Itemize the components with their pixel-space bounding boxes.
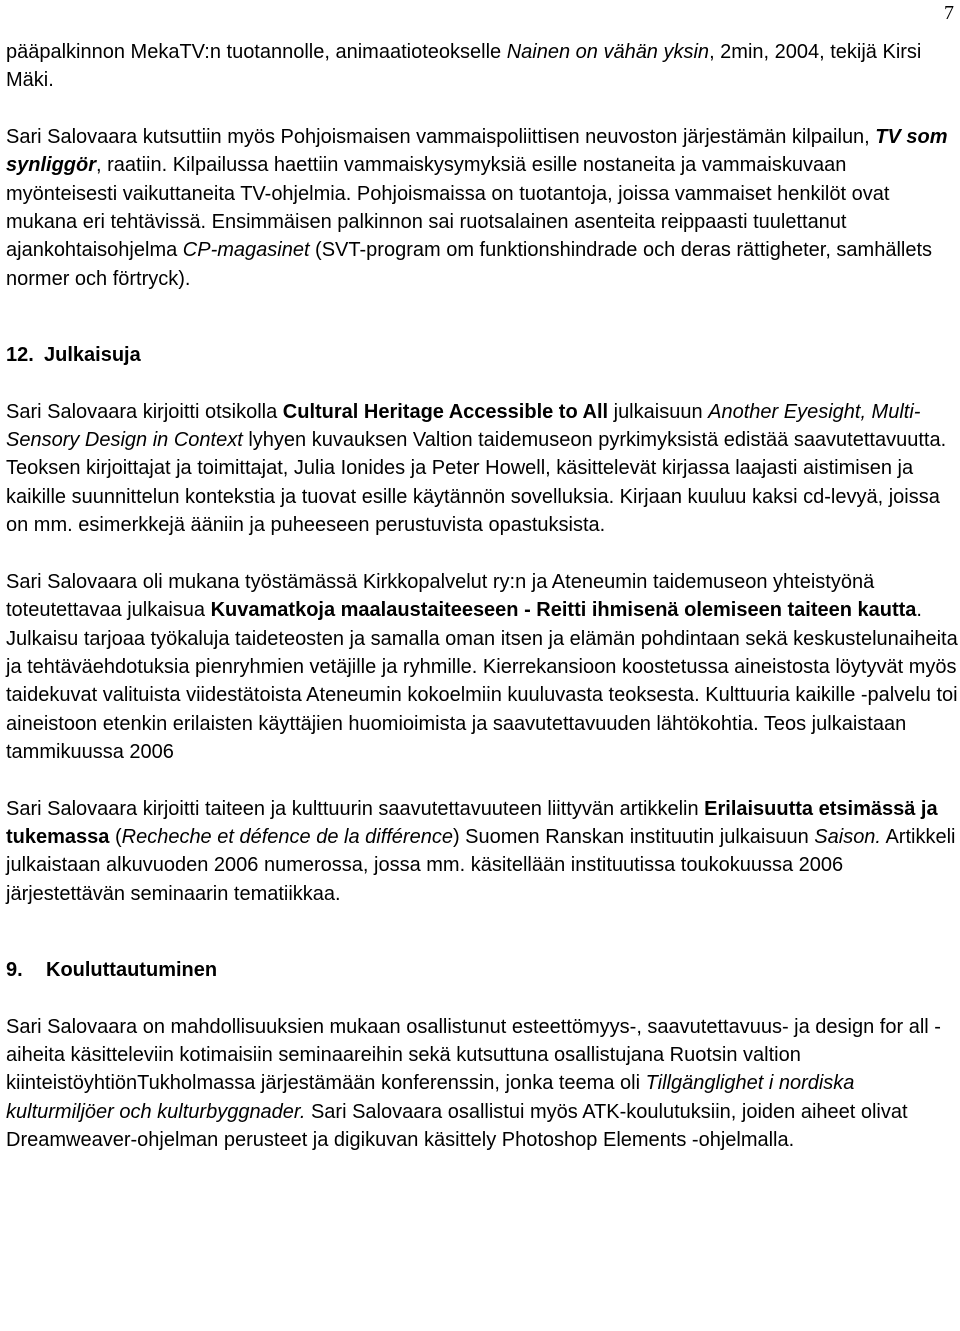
text-run: , 2min, 2004, tekijä Kirsi Mäki. — [6, 41, 922, 92]
text-run: Sari Salovaara kutsuttiin myös Pohjoismaisen vammaispoliittisen neuvoston järjestämän kilpailun, — [6, 125, 876, 148]
paragraph-training — [6, 1013, 960, 1155]
text-run: lyhyen kuvauksen Valtion taidemuseon pyrkimyksistä edistää saavutettavuutta. Teoksen kirjoittajat ja toimittajat, Julia Ionides ja Peter Howell, käsittelevät kirjassa laajasti aistimisen ja kaikille suunnittelun kontekstia ja tuovat esille käytännön sovelluksia. Kirjaan kuuluu kaksi cd-levyä, joissa on mm. esimerkkejä ääniin ja puheeseen perustuvista opastuksista. — [6, 429, 947, 537]
paragraph-article — [6, 795, 960, 909]
section-title: Kouluttautuminen — [46, 959, 218, 982]
emphasis-text: Tillgänglighet i nordiska kulturmiljöer och kulturbyggnader. — [6, 1072, 855, 1123]
emphasis-text: Kuvamatkoja maalaustaiteeseen - Reitti ihmisenä olemiseen taiteen kautta — [210, 599, 917, 622]
text-run: Artikkeli julkaistaan alkuvuoden 2006 numerossa, jossa mm. käsitellään instituutissa toukokuussa 2006 järjestettävän seminaarin tematiikkaa. — [6, 825, 956, 905]
section-number: 9. — [6, 959, 23, 982]
emphasis-text: CP-magasinet — [182, 239, 310, 262]
text-run: Sari Salovaara oli mukana työstämässä Kirkkopalvelut ry:n ja Ateneumin taidemuseon yhteistyönä toteutettavaa julkaisua — [6, 570, 875, 622]
paragraph-kuvamatkoja — [6, 568, 960, 767]
paragraph-award-cont — [6, 38, 960, 95]
emphasis-text: Another Eyesight, Multi-Sensory Design in Context — [6, 400, 921, 452]
text-run: Sari Salovaara kirjoitti otsikolla — [6, 400, 283, 423]
section-title: Julkaisuja — [44, 344, 141, 367]
page-number: 7 — [944, 2, 954, 24]
text-run: Sari Salovaara on mahdollisuuksien mukaan osallistunut esteettömyys-, saavutettavuus- ja design for all -aiheita käsitteleviin kotimaisiin seminaareihin sekä kutsuttuna osallistujana Ruotsin valtion kiinteistöyhtiönTukholmassa järjestämään konferenssin, jonka teema oli — [6, 1015, 941, 1095]
text-run: julkaisuun — [608, 400, 709, 423]
text-run: , raatiin. Kilpailussa haettiin vammaiskysymyksiä esille nostaneita ja vammaiskuvaan myönteisesti vaikuttaneita TV-ohjelmia. Pohjoismaissa on tuotantoja, joissa vammaiset henkilöt ovat mukana eri tehtävissä. Ensimmäisen palkinnon sai ruotsalainen asenteita reippaasti tuulettanut ajankohtaisohjelma — [6, 154, 890, 262]
text-run: Sari Salovaara osallistui myös ATK-koulutuksiin, joiden aiheet olivat Dreamweaver-ohjelman perusteet ja digikuvan käsittely Photoshop Elements -ohjelmalla. — [6, 1100, 908, 1152]
text-run: Sari Salovaara kirjoitti taiteen ja kulttuurin saavutettavuuteen liittyvän artikkelin — [6, 797, 705, 820]
text-run: (SVT-program om funktionshindrade och deras rättigheter, samhällets normer och förtryck). — [6, 239, 933, 290]
text-run: . Julkaisu tarjoaa työkaluja taideteosten ja samalla oman itsen ja elämän pohdintaan sekä keskustelunaiheita ja tehtäväehdotuksia pienryhmien vetäjille ja ryhmille. Kierrekansioon koostetussa aineistosta löytyvät myös taidekuvat valituista viidestätoista Ateneumin kokoelmiin kuuluvasta teoksesta. Kulttuuria kaikille -palvelu toi aineistoon etenkin erilaisten käyttäjien huomioimista ja saavutettavuuden lähtökohtia. Teos julkaistaan tammikuussa 2006 — [6, 599, 958, 764]
text-run: ) Suomen Ranskan instituutin julkaisuun — [452, 825, 815, 848]
emphasis-text: Cultural Heritage Accessible to All — [282, 400, 609, 423]
emphasis-text: Recheche et défence de la différence — [121, 825, 453, 848]
text-run: ( — [109, 825, 122, 848]
emphasis-text: Saison. — [814, 825, 881, 848]
document-body — [6, 38, 960, 1155]
section-heading-publications — [6, 341, 960, 369]
emphasis-text: Nainen on vähän yksin — [506, 41, 710, 63]
paragraph-tv-competition — [6, 123, 960, 293]
emphasis-text: Erilaisuutta etsimässä ja tukemassa — [6, 797, 938, 848]
emphasis-text: TV som synliggör — [6, 125, 948, 177]
text-run: pääpalkinnon MekaTV:n tuotannolle, animaatioteokselle — [6, 41, 507, 63]
section-number: 12. — [6, 344, 34, 367]
section-heading-training — [6, 956, 960, 984]
paragraph-cultural-heritage — [6, 398, 960, 540]
